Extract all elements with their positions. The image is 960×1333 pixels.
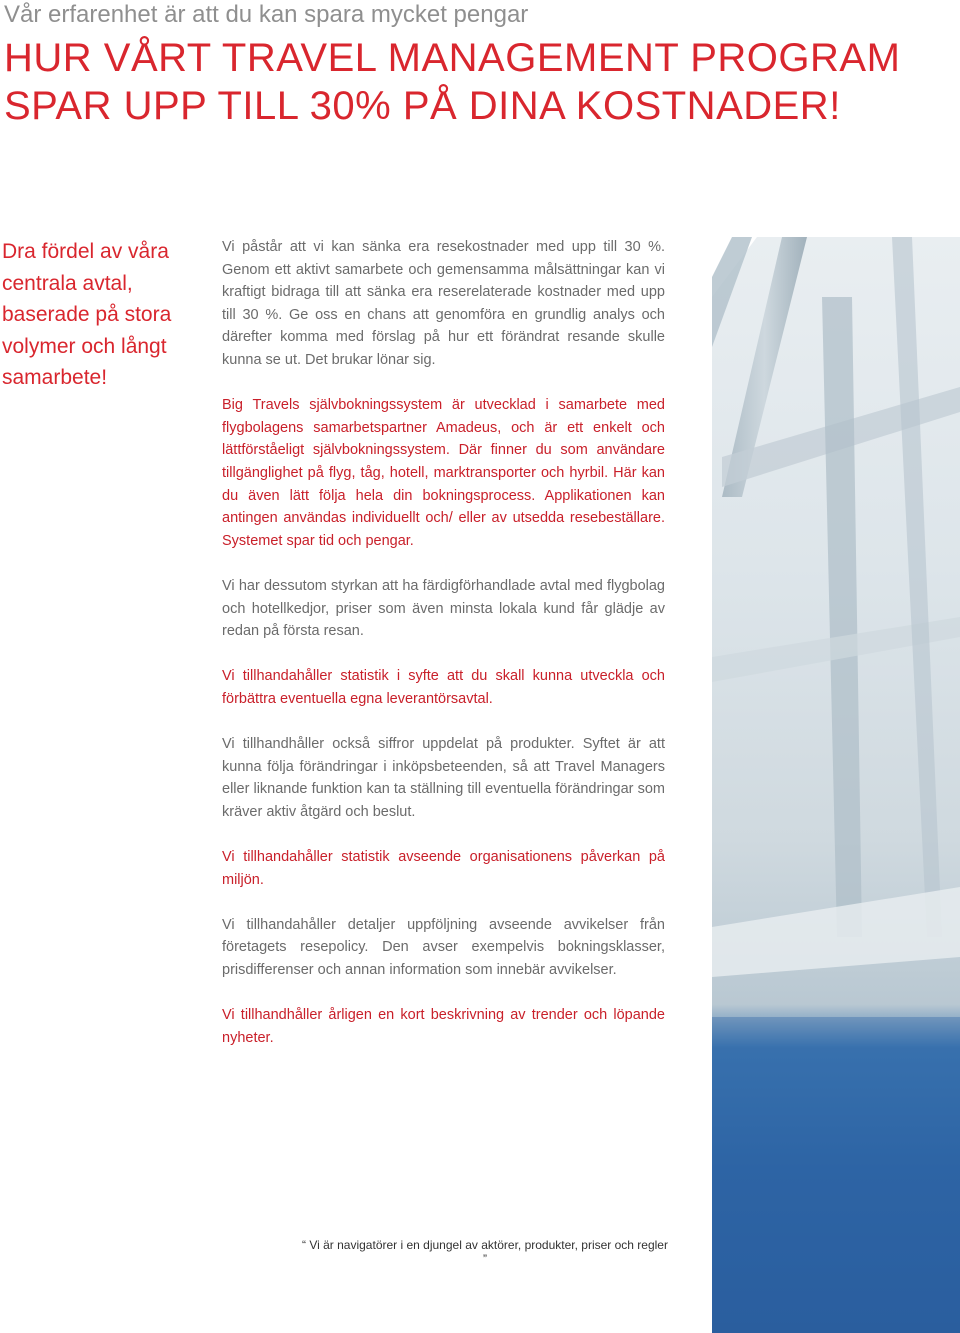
paragraph-self-booking: Big Travels självbokningssystem är utvecklad i samarbete med flygbolagens samarbetspartner Amadeus, och är ett enkelt och lättförståeligt självbokningssystem. Där finner du som användare tillgänglighet på flyg, tåg, hotell, marktransporter och hyrbil. Här kan du även lätt följa hela din bokningsprocess. Applikationen kan antingen användas individuellt och/ eller av utsedda resebeställare. Systemet spar tid och pengar. [222,397,665,549]
paragraph-statistics-suppliers: Vi tillhandahåller statistik i syfte att du skall kunna utveckla och förbättra eventuella egna leverantörsavtal. [222,668,665,707]
paragraph-savings: Vi påstår att vi kan sänka era resekostnader med upp till 30 %. Genom ett aktivt samarbete och gemensamma målsättningar kan vi kraftigt bidraga till att sänka era reserelaterade kostnader med upp till 30 %. Ge oss en chans att genomföra en grundlig analys och därefter komma med förslag på hur ett förändrat resande skulle kunna se ut. Det brukar lönar sig. [222,239,665,368]
paragraph-policy-deviations: Vi tillhandahåller detaljer uppföljning avseende avvikelser från företagets resepolicy. Den avser exempelvis bokningsklasser, prisdifferenser och annan information som innebär avvikelser. [222,916,665,978]
window-photo [712,237,960,1333]
paragraph-agreements: Vi har dessutom styrkan att ha färdigförhandlade avtal med flygbolag och hotellkedjor, priser som även minsta lokala kund får glädje av redan på första resan. [222,577,665,640]
quote-text: “ Vi är navigatörer i en djungel av aktörer, produkter, priser och regler ” [302,1238,668,1266]
paragraph-trends: Vi tillhandhåller årligen en kort beskrivning av trender och löpande nyheter. [222,1007,665,1046]
callout-line: volymer och långt [2,334,167,358]
page-title [4,34,904,130]
callout-line: centrala avtal, [2,271,133,295]
callout-line: Dra fördel av våra [2,240,169,263]
title-line-2: SPAR UPP TILL 30% PÅ DINA KOSTNADER! [4,84,841,128]
page-header [4,0,904,130]
paragraph-product-figures: Vi tillhandhåller också siffror uppdelat på produkter. Syftet är att kunna följa förändringar i inköpsbeteenden, så att Travel Managers eller liknande funktion kan ta ställning till eventuella förändringar som kräver aktiv åtgärd och beslut. [222,736,665,820]
window-photo-graphic [712,237,960,1333]
paragraph-environment: Vi tillhandahåller statistik avseende organisationens påverkan på miljön. [222,849,665,888]
body-text-column [222,236,665,1072]
callout-line: samarbete! [2,366,108,389]
title-line-1: HUR VÅRT TRAVEL MANAGEMENT PROGRAM [4,36,901,80]
page-supertitle: Vår erfarenhet är att du kan spara mycket pengar [4,1,529,28]
callout-line: baserade på stora [2,303,172,326]
sidebar-callout [2,236,187,394]
